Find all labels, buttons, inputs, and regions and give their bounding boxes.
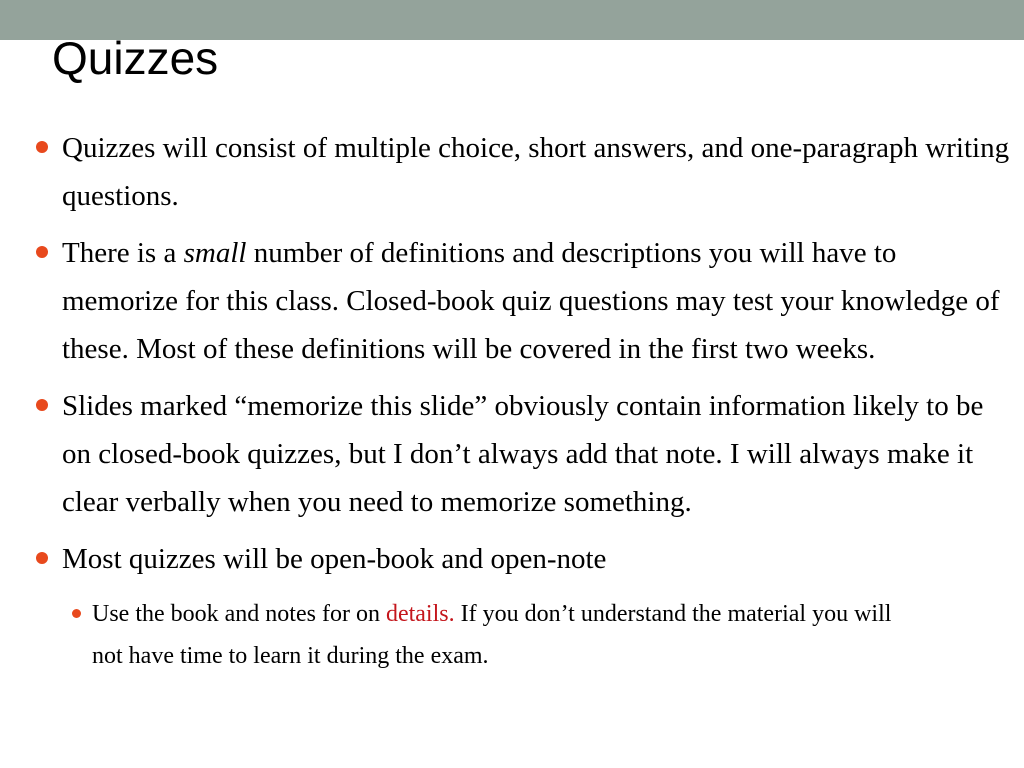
bullet-item: [0, 535, 1024, 677]
bullet-text: There is a: [62, 237, 184, 269]
bullet-emphasis: small: [183, 237, 247, 269]
bullet-list: [0, 124, 1024, 686]
sub-bullet-list: [62, 593, 1016, 677]
sub-bullet-item: [62, 593, 1016, 677]
sub-bullet-text: If you don’t understand the material you will not have time to learn it during the exam.: [92, 601, 892, 669]
sub-bullet-highlight: details.: [385, 601, 455, 627]
bullet-text: Slides marked “memorize this slide” obviously contain information likely to be on closed-book quizzes, but I don’t always add that note. I will always make it clear verbally when you need to memorize something.: [62, 390, 984, 518]
bullet-item: [0, 382, 1024, 526]
bullet-dot-icon: [36, 399, 48, 411]
bullet-text: number of definitions and descriptions you will have to memorize for this class. Closed-book quiz questions may test your knowledge of these. Most of these definitions will be covered in the first two weeks.: [62, 237, 1000, 365]
slide-title: Quizzes: [52, 32, 219, 84]
bullet-text: Most quizzes will be open-book and open-note: [62, 543, 607, 575]
bullet-item: [0, 124, 1024, 220]
sub-bullet-dot-icon: [72, 609, 81, 618]
bullet-dot-icon: [36, 246, 48, 258]
sub-bullet-text: Use the book and notes for on: [92, 601, 386, 627]
bullet-dot-icon: [36, 141, 48, 153]
bullet-item: [0, 229, 1024, 373]
bullet-dot-icon: [36, 552, 48, 564]
bullet-text: Quizzes will consist of multiple choice, short answers, and one-paragraph writing questions.: [62, 132, 1010, 212]
